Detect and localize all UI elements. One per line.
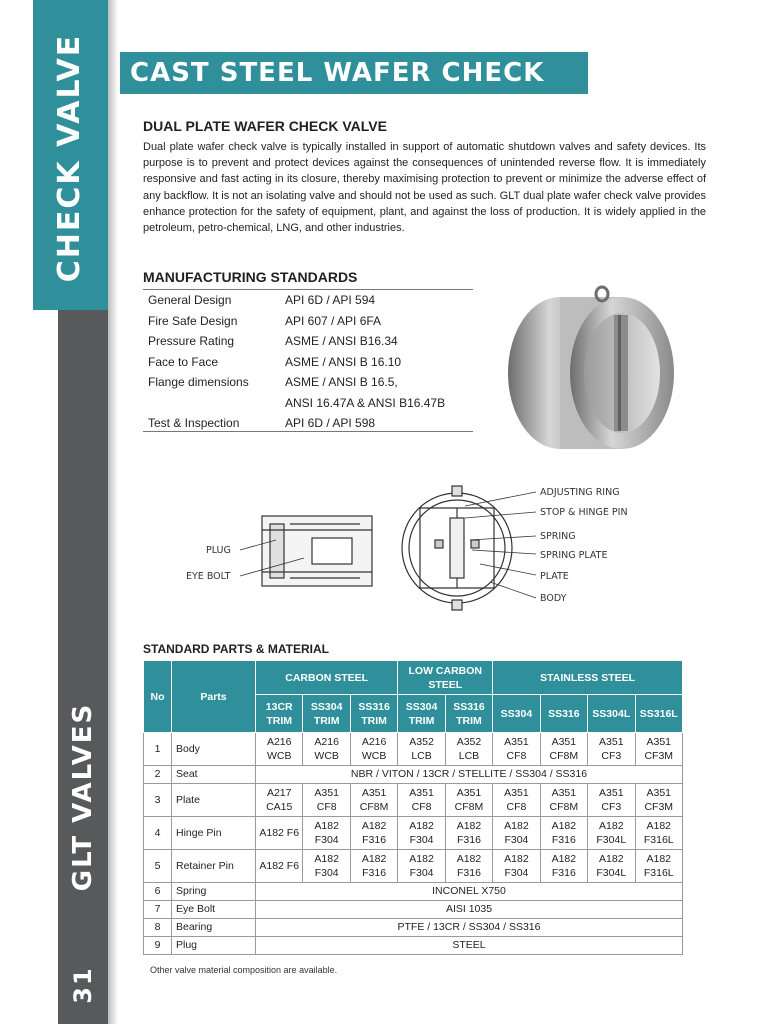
valve-diagrams: [180, 478, 700, 623]
standards-row: Flange dimensions ASME / ANSI B 16.5, ANSI 16.47A & ANSI B16.47B: [148, 375, 446, 410]
eye-bolt-label: EYE BOLT: [186, 571, 231, 582]
standards-heading: MANUFACTURING STANDARDS: [143, 269, 358, 285]
page-title: CAST STEEL WAFER CHECK: [130, 58, 545, 88]
table-row: 5 Retainer Pin A182 F6 A182 F304 A182 F316 A182 F304 A182 F316 A182 F304 A182 F316 A182 F304L A182 F316L: [144, 850, 683, 883]
table-row: 6 Spring INCONEL X750: [144, 883, 683, 901]
stop-hinge-pin-label: STOP & HINGE PIN: [540, 507, 628, 518]
group-stainless-steel: STAINLESS STEEL: [493, 661, 683, 695]
valve-photo: [498, 285, 678, 455]
standards-row: Test & Inspection API 6D / API 598: [148, 416, 376, 430]
standards-row: General Design API 6D / API 594: [148, 293, 376, 307]
parts-heading: STANDARD PARTS & MATERIAL: [143, 642, 329, 656]
sub-col: SS304: [493, 695, 540, 733]
table-row: 7 Eye Bolt AISI 1035: [144, 901, 683, 919]
plate-label: PLATE: [540, 571, 569, 582]
group-carbon-steel: CARBON STEEL: [256, 661, 398, 695]
page-title-bar: [120, 52, 588, 94]
sub-col: SS316L: [635, 695, 683, 733]
sub-col: SS304 TRIM: [303, 695, 350, 733]
footnote: Other valve material composition are available.: [150, 965, 338, 975]
adjusting-ring-label: ADJUSTING RING: [540, 487, 620, 498]
col-no: No: [144, 661, 172, 733]
table-row: 9 Plug STEEL: [144, 937, 683, 955]
body-label: BODY: [540, 593, 567, 604]
sub-col: SS304 TRIM: [398, 695, 445, 733]
spring-label: SPRING: [540, 531, 576, 542]
standards-row: Fire Safe Design API 607 / API 6FA: [148, 313, 382, 328]
table-row: 3 Plate A217 CA15 A351 CF8 A351 CF8M A351 CF8 A351 CF8M A351 CF8 A351 CF8M A351 CF3 A351 CF3M: [144, 784, 683, 817]
spring-plate-label: SPRING PLATE: [540, 550, 608, 561]
sidebar-shadow: [108, 0, 118, 1024]
side-section-drawing: [262, 516, 372, 586]
parts-table: [143, 660, 683, 955]
sub-col: SS316 TRIM: [445, 695, 492, 733]
sub-col: SS304L: [588, 695, 635, 733]
standards-table: [143, 290, 473, 434]
standards-row: Face to Face ASME / ANSI B 16.10: [148, 354, 402, 369]
front-view-drawing: [402, 486, 512, 610]
plug-label: PLUG: [206, 545, 231, 556]
section-tab-label: CHECK VALVE: [52, 33, 87, 283]
table-row: 1 Body A216 WCB A216 WCB A216 WCB A352 LCB A352 LCB A351 CF8 A351 CF8M A351 CF3 A351 CF3M: [144, 733, 683, 766]
sub-col: 13CR TRIM: [256, 695, 303, 733]
section-tab: [33, 0, 108, 310]
standards-bottom-rule: [143, 431, 473, 432]
intro-heading: DUAL PLATE WAFER CHECK VALVE: [143, 118, 387, 134]
brand-label: GLT VALVES: [68, 702, 98, 892]
table-row: 2 Seat NBR / VITON / 13CR / STELLITE / SS304 / SS316: [144, 766, 683, 784]
intro-body: Dual plate wafer check valve is typically installed in support of automatic shutdown valves and safety devices. Its purpose is to prevent and protect devices against the consequences of unintended reverse flow. It is immediately responsive and fast acting in its closure, thereby maximising protection to prevent or minimize the adverse effect of any backflow. It is not an isolating valve and should not be used as such. GLT dual plate wafer check valve provides enhance protection for the safety of equipment, plant, and against the loss of production. It is widely applied in the petroleum, petro-chemical, LNG, and other industries.: [143, 141, 706, 235]
group-low-carbon-steel: LOW CARBON STEEL: [398, 661, 493, 695]
table-row: 4 Hinge Pin A182 F6 A182 F304 A182 F316 A182 F304 A182 F316 A182 F304 A182 F316 A182 F304L A182 F316L: [144, 817, 683, 850]
standards-row: Pressure Rating ASME / ANSI B16.34: [148, 334, 398, 348]
table-row: 8 Bearing PTFE / 13CR / SS304 / SS316: [144, 919, 683, 937]
page-number: 31: [69, 966, 97, 1004]
col-parts: Parts: [172, 661, 256, 733]
sub-col: SS316: [540, 695, 587, 733]
sub-col: SS316 TRIM: [350, 695, 397, 733]
